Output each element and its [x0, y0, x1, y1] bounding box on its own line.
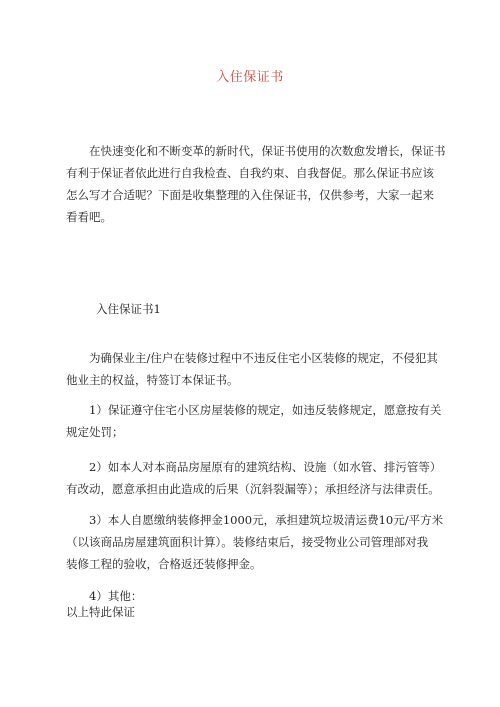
- document-title: 入住保证书: [216, 70, 284, 85]
- section-title: 入住保证书1: [96, 302, 161, 316]
- paragraph-line: 为确保业主/住户在装修过程中不违反住宅小区装修的规定，不侵犯其: [89, 351, 438, 365]
- paragraph-line: 4）其他：: [89, 589, 143, 603]
- paragraph-item-2: [66, 456, 442, 500]
- paragraph-item-1: [66, 399, 442, 443]
- paragraph-line: 3）本人自愿缴纳装修押金1000元，承担建筑垃圾清运费10元/平方米: [89, 513, 444, 527]
- intro-line: 有利于保证者依此进行自我检查、自我约束、自我督促。那么保证书应该: [66, 166, 434, 180]
- paragraph-item-4: [66, 588, 438, 620]
- paragraph-line: 有改动，愿意承担由此造成的后果（沉斜裂漏等）；承担经济与法律责任。: [66, 482, 440, 496]
- paragraph-preamble: [66, 347, 438, 391]
- paragraph-item-3: [66, 509, 444, 575]
- intro-line: 在快速变化和不断变革的新时代，保证书使用的次数愈发增长，保证书: [89, 144, 446, 158]
- intro-line: 怎么写才合适呢？下面是收集整理的入住保证书，仅供参考，大家一起来: [66, 188, 434, 202]
- paragraph-line: 装修工程的验收，合格返还装修押金。: [66, 557, 262, 571]
- paragraph-line: 他业主的权益，特签订本保证书。: [66, 373, 239, 387]
- intro-line: 看看吧。: [66, 210, 112, 224]
- paragraph-line: （以该商品房屋建筑面积计算）。装修结束后，接受物业公司管理部对我: [66, 535, 429, 549]
- closing-line: 以上特此保证: [66, 605, 135, 619]
- paragraph-line: 规定处罚；: [66, 425, 124, 439]
- paragraph-line: 1）保证遵守住宅小区房屋装修的规定，如违反装修规定，愿意按有关: [89, 403, 442, 417]
- paragraph-line: 2）如本人对本商品房屋原有的建筑结构、设施（如水管、排污管等）: [89, 460, 442, 474]
- intro-paragraph: [66, 140, 446, 228]
